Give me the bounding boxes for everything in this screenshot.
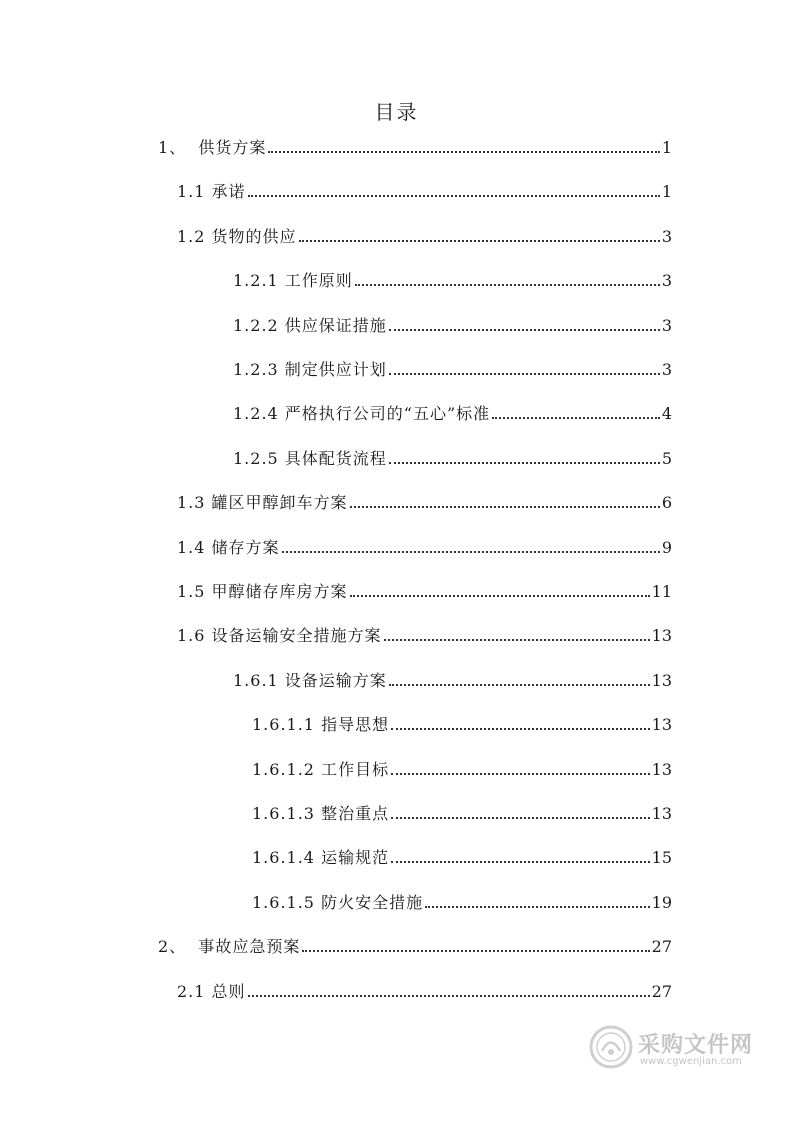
toc-entry-number: 1.2 bbox=[177, 226, 212, 246]
toc-entry-label: 指导思想 bbox=[321, 715, 390, 735]
toc-dot-leader bbox=[299, 240, 660, 242]
toc-entry-page: 1 bbox=[661, 182, 672, 202]
toc-dot-leader bbox=[492, 417, 660, 419]
toc-dot-leader bbox=[391, 728, 650, 730]
toc-entry-label: 防火安全措施 bbox=[321, 892, 424, 912]
toc-dot-leader bbox=[268, 151, 659, 153]
toc-entry-number: 1.6 bbox=[177, 626, 212, 646]
toc-entry[interactable] bbox=[233, 394, 672, 424]
toc-dot-leader bbox=[248, 995, 650, 997]
toc-entry-label: 事故应急预案 bbox=[198, 937, 301, 957]
toc-dot-leader bbox=[302, 950, 649, 952]
toc-entry[interactable] bbox=[177, 972, 672, 1002]
toc-entry-page: 3 bbox=[661, 360, 672, 379]
toc-entry-number: 1.6.1.5 bbox=[252, 892, 322, 912]
toc-dot-leader bbox=[391, 861, 650, 863]
toc-entry-label: 整治重点 bbox=[321, 804, 390, 823]
toc-entry-label: 储存方案 bbox=[211, 537, 280, 557]
toc-dot-leader bbox=[384, 639, 650, 641]
toc-dot-leader bbox=[391, 817, 650, 819]
toc-entry-page: 19 bbox=[651, 892, 672, 912]
toc-dot-leader bbox=[389, 462, 660, 464]
toc-dot-leader bbox=[350, 595, 650, 597]
toc-entry-label: 供货方案 bbox=[198, 138, 267, 157]
toc-dot-leader bbox=[350, 506, 660, 508]
toc-dot-leader bbox=[391, 773, 650, 775]
toc-entry-page: 3 bbox=[661, 315, 672, 335]
toc-entry[interactable] bbox=[177, 616, 672, 646]
toc-entry-page: 11 bbox=[651, 582, 672, 601]
toc-entry[interactable] bbox=[233, 350, 672, 380]
toc-dot-leader bbox=[425, 906, 650, 908]
toc-dot-leader bbox=[355, 284, 660, 286]
toc-entry-page: 13 bbox=[651, 626, 672, 646]
toc-entry-number: 1.5 bbox=[177, 582, 212, 601]
toc-entry[interactable] bbox=[158, 927, 672, 957]
toc-entry-page: 27 bbox=[651, 937, 672, 957]
toc-entry-number: 1.2.5 bbox=[233, 448, 285, 468]
toc-entry[interactable] bbox=[177, 172, 672, 202]
toc-entry-label: 承诺 bbox=[211, 182, 246, 202]
watermark-url: www.cgwenjian.com bbox=[640, 1056, 742, 1067]
toc-entry-label: 工作目标 bbox=[321, 759, 390, 779]
toc-entry[interactable] bbox=[233, 306, 672, 336]
toc-entry-number: 1、 bbox=[158, 138, 199, 157]
toc-entry-number: 1.6.1.3 bbox=[252, 804, 322, 823]
toc-entry-number: 1.2.4 bbox=[233, 404, 285, 424]
toc-entry-label: 运输规范 bbox=[321, 848, 390, 868]
toc-entry[interactable] bbox=[233, 661, 672, 691]
toc-entry-label: 供应保证措施 bbox=[284, 315, 387, 335]
toc-entry-page: 4 bbox=[661, 404, 672, 424]
toc-entry[interactable] bbox=[177, 528, 672, 558]
toc-entry-number: 2.1 bbox=[177, 981, 212, 1001]
toc-entry-page: 1 bbox=[661, 138, 672, 157]
toc-entry-page: 27 bbox=[651, 981, 672, 1001]
toc-entry[interactable] bbox=[158, 128, 672, 158]
toc-dot-leader bbox=[389, 329, 660, 331]
seal-logo-icon bbox=[588, 1024, 634, 1070]
toc-entry[interactable] bbox=[252, 883, 672, 913]
toc-entry-number: 1.4 bbox=[177, 537, 212, 557]
toc-entry[interactable] bbox=[177, 572, 672, 602]
toc-entry-label: 罐区甲醇卸车方案 bbox=[211, 493, 348, 513]
toc-entry-label: 工作原则 bbox=[284, 271, 353, 291]
toc-entry-number: 1.6.1 bbox=[233, 670, 285, 690]
toc-entry-number: 1.1 bbox=[177, 182, 212, 202]
toc-entry-label: 设备运输方案 bbox=[284, 670, 387, 690]
toc-entry-page: 13 bbox=[651, 804, 672, 823]
toc-entry-label: 甲醇储存库房方案 bbox=[211, 582, 348, 601]
toc-entry-number: 1.3 bbox=[177, 493, 212, 513]
toc-entry-label: 货物的供应 bbox=[211, 226, 297, 246]
toc-entry[interactable] bbox=[252, 838, 672, 868]
toc-entry-number: 1.2.3 bbox=[233, 360, 285, 379]
toc-entry-page: 13 bbox=[651, 759, 672, 779]
toc-entry-number: 1.6.1.2 bbox=[252, 759, 322, 779]
toc-entry[interactable] bbox=[252, 794, 672, 824]
toc-entry-page: 13 bbox=[651, 670, 672, 690]
toc-entry-number: 1.6.1.1 bbox=[252, 715, 322, 735]
toc-entry-number: 1.6.1.4 bbox=[252, 848, 322, 868]
toc-entry[interactable] bbox=[252, 705, 672, 735]
toc-entry-label: 严格执行公司的“五心”标准 bbox=[284, 404, 491, 424]
toc-entry-page: 6 bbox=[661, 493, 672, 513]
toc-entry-page: 15 bbox=[651, 848, 672, 868]
watermark-name: 采购文件网 bbox=[638, 1033, 754, 1058]
watermark bbox=[588, 1024, 763, 1076]
toc-entry-label: 具体配货流程 bbox=[284, 448, 387, 468]
toc-dot-leader bbox=[248, 195, 660, 197]
toc-entry-page: 13 bbox=[651, 715, 672, 735]
toc-title: 目录 bbox=[374, 100, 419, 124]
toc-entry-label: 总则 bbox=[211, 981, 246, 1001]
toc-entry-number: 2、 bbox=[158, 937, 199, 957]
toc-entry-page: 3 bbox=[661, 271, 672, 291]
toc-entry-page: 9 bbox=[661, 537, 672, 557]
toc-entry-number: 1.2.2 bbox=[233, 315, 285, 335]
toc-entry-number: 1.2.1 bbox=[233, 271, 285, 291]
toc-entry[interactable] bbox=[233, 261, 672, 291]
toc-entry-label: 设备运输安全措施方案 bbox=[211, 626, 382, 646]
toc-entry-page: 3 bbox=[661, 226, 672, 246]
toc-entry[interactable] bbox=[233, 439, 672, 469]
toc-dot-leader bbox=[389, 684, 650, 686]
toc-entry-label: 制定供应计划 bbox=[284, 360, 387, 379]
toc-entry[interactable] bbox=[177, 483, 672, 513]
toc-dot-leader bbox=[282, 551, 660, 553]
toc-entry-page: 5 bbox=[661, 448, 672, 468]
toc-entry[interactable] bbox=[252, 750, 672, 780]
toc-entry[interactable] bbox=[177, 217, 672, 247]
toc-dot-leader bbox=[389, 373, 660, 375]
